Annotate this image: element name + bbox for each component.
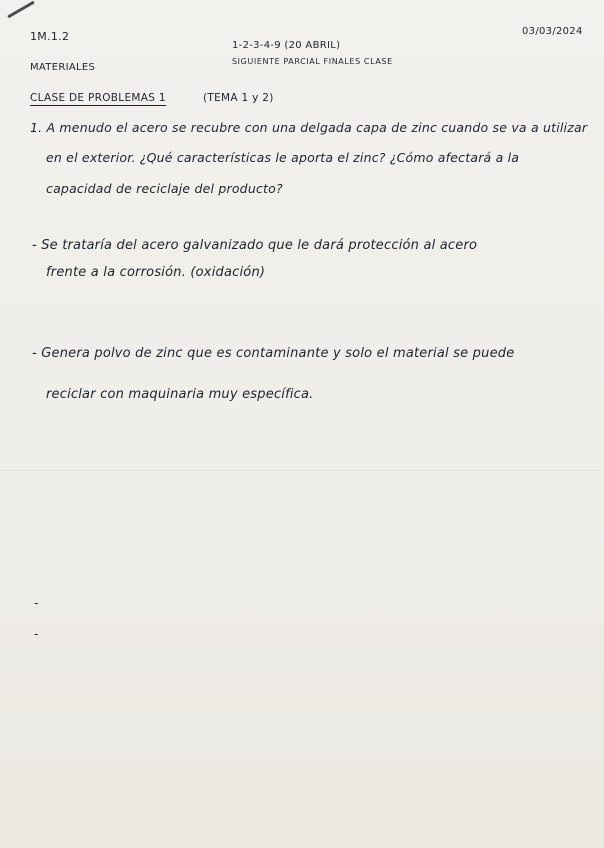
answer-1-line-2: frente a la corrosión. (oxidación) (46, 265, 266, 280)
exercise-numbers: 1-2-3-4-9 (20 ABRIL) (232, 40, 341, 51)
page-shading (0, 470, 604, 471)
question-line-2: en el exterior. ¿Qué características le aporta el zinc? ¿Cómo afectará a la (46, 150, 520, 165)
section-title: CLASE DE PROBLEMAS 1 (30, 92, 166, 104)
answer-2-line-1: - Genera polvo de zinc que es contaminante y solo el material se puede (32, 346, 515, 361)
answer-1-line-1: - Se trataría del acero galvanizado que le dará protección al acero (32, 238, 478, 253)
answer-2-line-2: reciclar con maquinaria muy específica. (46, 387, 314, 402)
course-code: 1M.1.2 (30, 30, 70, 43)
section-topic: (TEMA 1 y 2) (203, 92, 274, 104)
question-line-1: 1. A menudo el acero se recubre con una delgada capa de zinc cuando se va a utilizar (30, 120, 588, 135)
empty-bullet: - (34, 627, 39, 641)
next-exam-note: SIGUIENTE PARCIAL FINALES CLASE (232, 57, 393, 66)
empty-bullet: - (34, 596, 39, 610)
subject-name: MATERIALES (30, 62, 96, 73)
staple-mark (7, 1, 34, 19)
note-date: 03/03/2024 (522, 26, 583, 37)
question-line-3: capacidad de reciclaje del producto? (46, 181, 283, 196)
